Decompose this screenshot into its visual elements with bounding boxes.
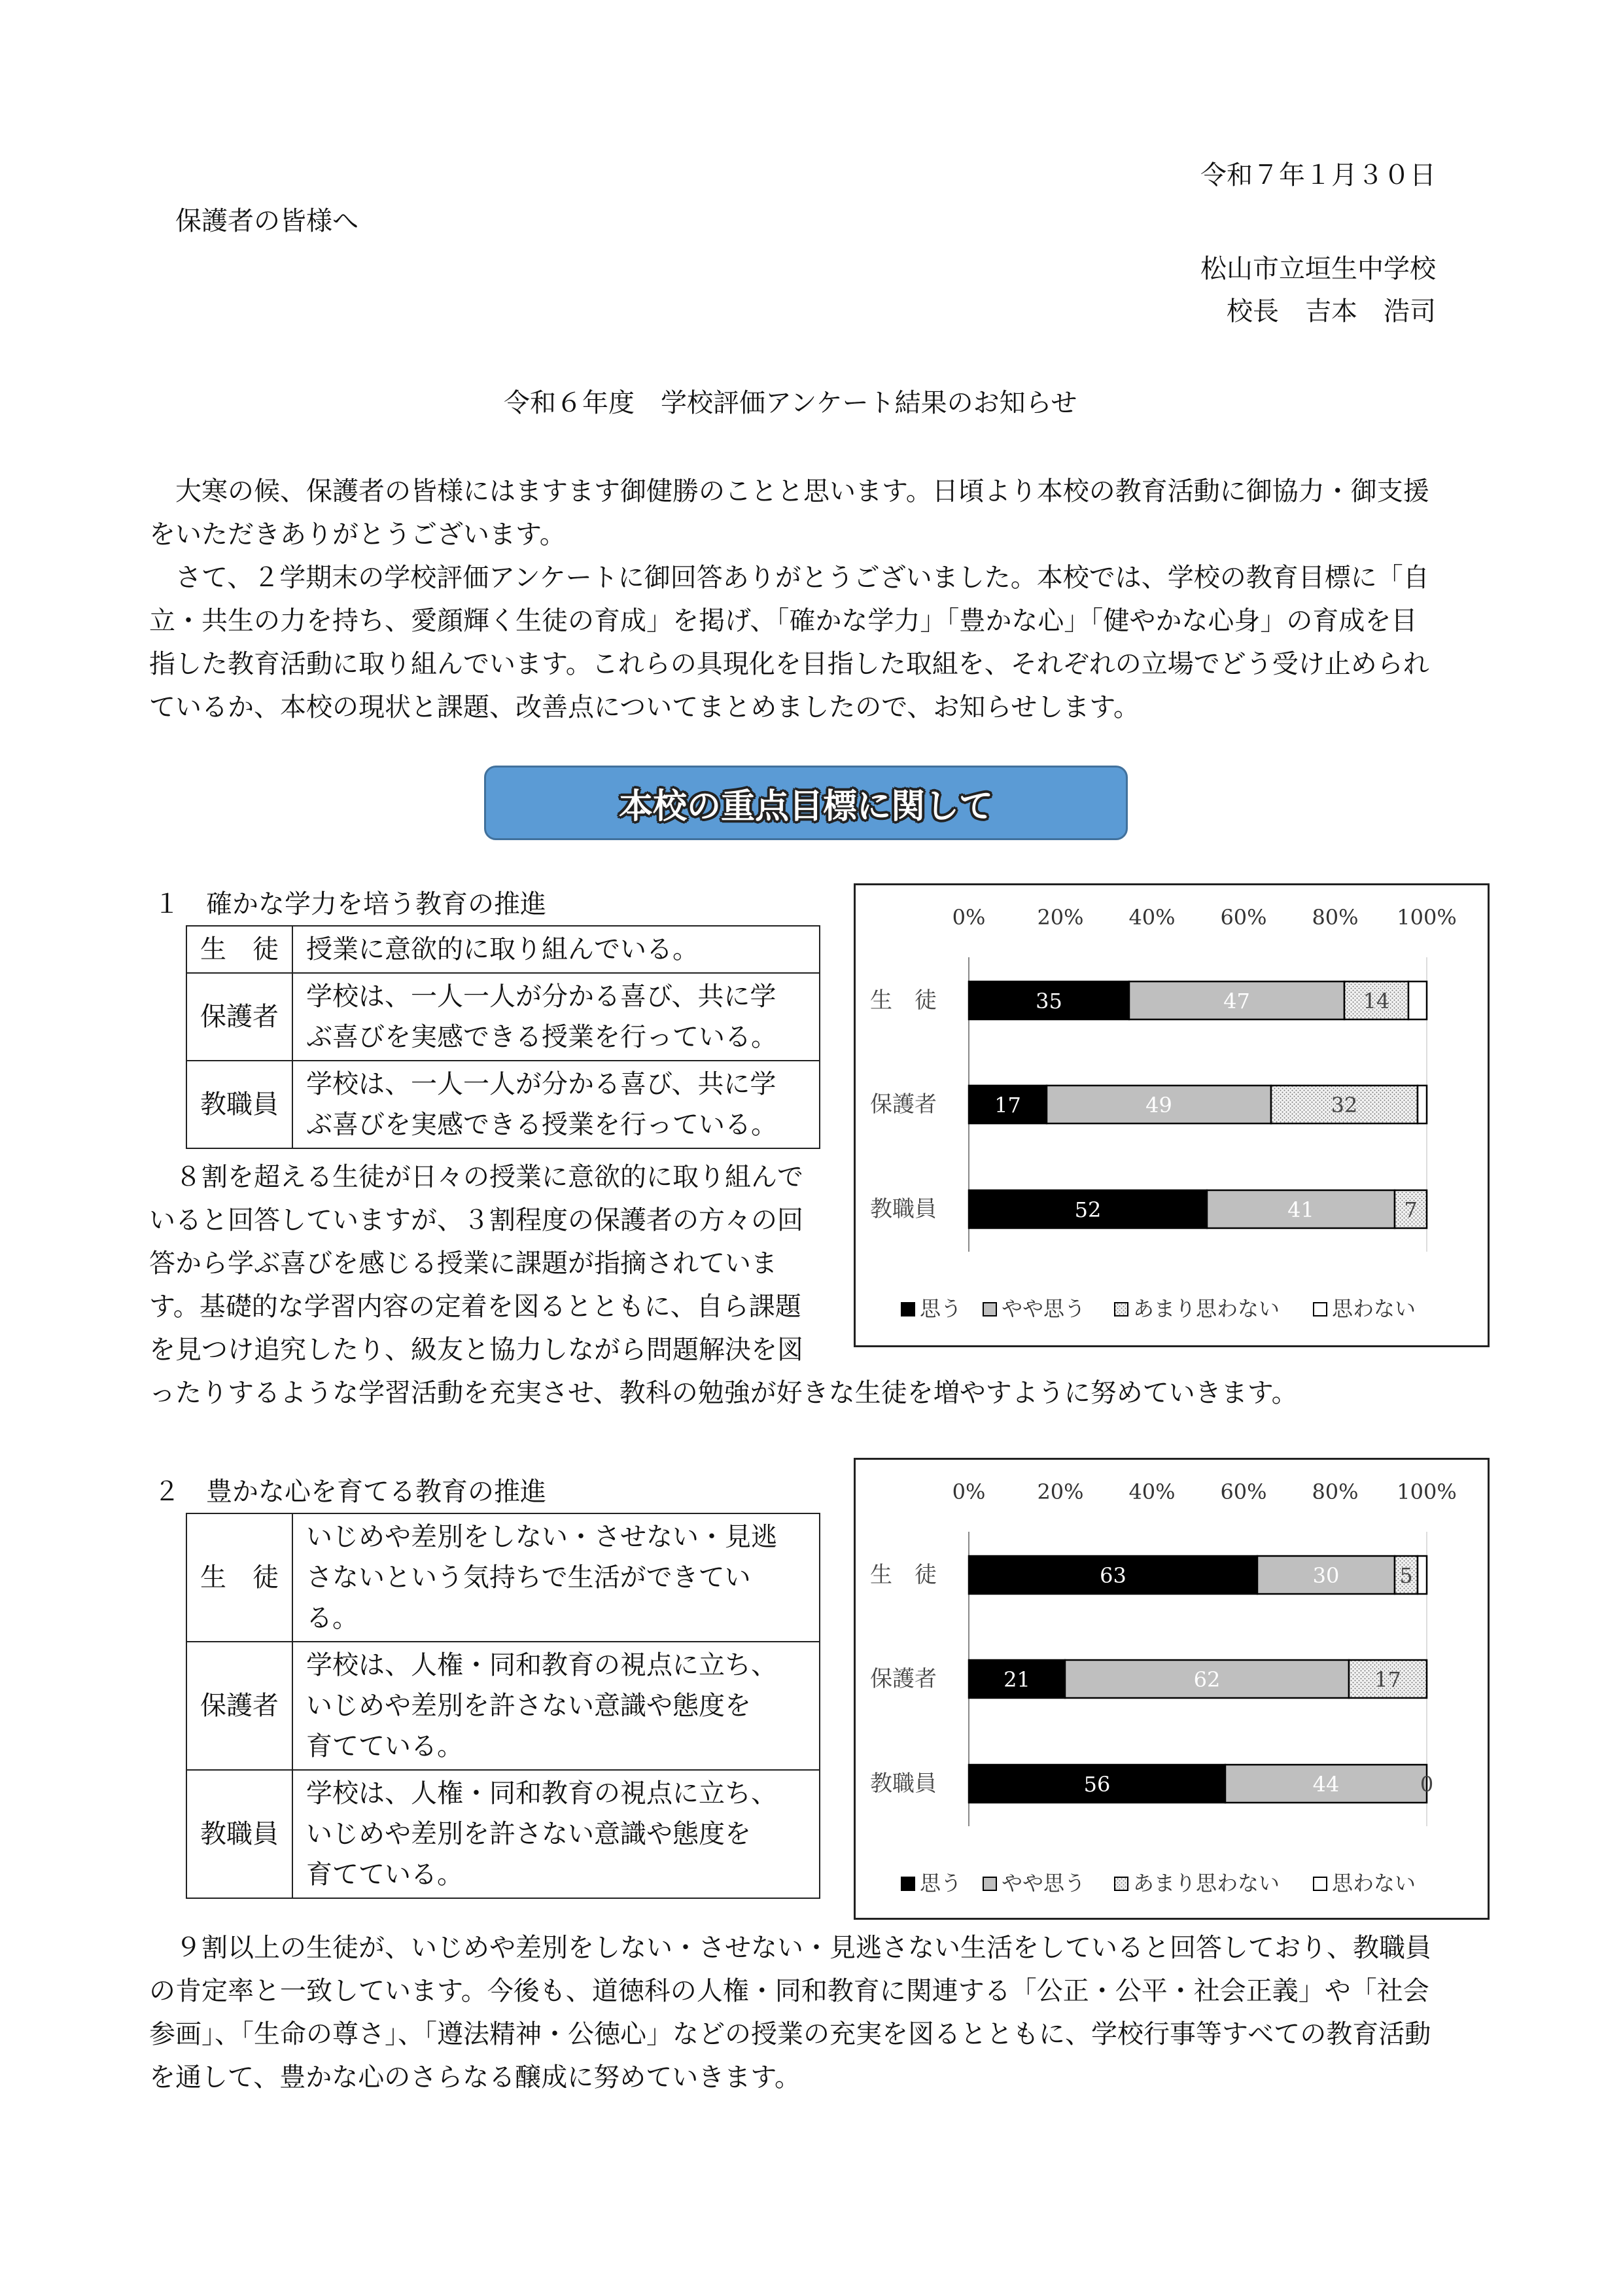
respondent-label: 生 徒 — [186, 926, 292, 973]
category-label: 生 徒 — [870, 987, 937, 1014]
intro-line: さて、２学期末の学校評価アンケートに御回答ありがとうございました。本校では、学校の教育目標に「自 — [175, 563, 1429, 593]
legend-label: 思わない — [1332, 1296, 1416, 1321]
data-label: 21 — [1003, 1667, 1030, 1692]
category-label: 生 徒 — [870, 1562, 937, 1588]
legend-label: 思わない — [1332, 1871, 1416, 1896]
legend-swatch — [1115, 1303, 1128, 1316]
bar-segment — [1418, 1556, 1427, 1594]
data-label: 62 — [1193, 1667, 1221, 1692]
x-tick-label: 40% — [1128, 905, 1176, 930]
legend-swatch — [901, 1877, 915, 1890]
data-label: 7 — [1404, 1197, 1418, 1222]
x-tick-label: 80% — [1312, 905, 1359, 930]
section-2-heading: ２ 豊かな心を育てる教育の推進 — [154, 1477, 546, 1507]
question-text: 学校は、人権・同和教育の視点に立ち、 いじめや差別を許さない意識や態度を 育てている。 — [292, 1642, 820, 1770]
intro-line: 大寒の候、保護者の皆様にはますます御健勝のことと思います。日頃より本校の教育活動に御協力・御支援 — [175, 476, 1429, 506]
data-label: 63 — [1100, 1563, 1126, 1588]
x-tick-label: 100% — [1397, 905, 1457, 930]
legend-swatch — [983, 1877, 996, 1890]
comment-line: 参画」、「生命の尊さ」、「遵法精神・公徳心」などの授業の充実を図るとともに、学校行事等すべての教育活動 — [149, 2019, 1431, 2049]
data-label: 44 — [1312, 1772, 1340, 1797]
date: 令和７年１月３０日 — [1200, 160, 1436, 190]
data-label: 5 — [1399, 1563, 1413, 1588]
principal-name: 校長 吉本 浩司 — [1227, 296, 1436, 327]
intro-line: 指した教育活動に取り組んでいます。これらの具現化を目指した取組を、それぞれの立場でどう受け止められ — [149, 649, 1429, 679]
category-label: 保護者 — [870, 1666, 937, 1692]
table-row — [186, 926, 820, 973]
x-tick-label: 20% — [1037, 905, 1084, 930]
legend-label: あまり思わない — [1133, 1296, 1280, 1321]
question-text: 授業に意欲的に取り組んでいる。 — [292, 926, 820, 973]
chart-2-svg — [856, 1460, 1488, 1918]
category-label: 教職員 — [870, 1771, 937, 1797]
data-label: 41 — [1287, 1197, 1314, 1222]
legend-swatch — [983, 1303, 996, 1316]
data-label: 49 — [1145, 1093, 1172, 1118]
intro-line: をいただきありがとうございます。 — [149, 520, 566, 550]
question-text: 学校は、一人一人が分かる喜び、共に学 ぶ喜びを実感できる授業を行っている。 — [292, 973, 820, 1061]
section-1-heading: １ 確かな学力を培う教育の推進 — [154, 889, 546, 919]
x-tick-label: 60% — [1220, 1479, 1267, 1504]
table-row — [186, 1061, 820, 1148]
legend-label: やや思う — [1002, 1871, 1086, 1896]
legend-swatch — [1314, 1303, 1327, 1316]
legend-swatch — [1115, 1877, 1128, 1890]
x-tick-label: 0% — [952, 1479, 986, 1504]
table-row — [186, 1513, 820, 1642]
intro-line: ているか、本校の現状と課題、改善点についてまとめましたので、お知らせします。 — [149, 692, 1140, 722]
section-2-comment — [149, 1926, 1471, 2099]
data-label: 32 — [1331, 1093, 1358, 1118]
respondent-label: 生 徒 — [186, 1513, 292, 1642]
data-label: 0 — [1420, 1772, 1434, 1797]
section-banner: 本校の重点目標に関して — [484, 766, 1128, 840]
comment-line: の肯定率と一致しています。今後も、道徳科の人権・同和教育に関連する「公正・公平・社会正義」や「社会 — [149, 1976, 1429, 2006]
page-title: 令和６年度 学校評価アンケート結果のお知らせ — [504, 388, 1077, 418]
comment-line: ９割以上の生徒が、いじめや差別をしない・させない・見逃さない生活をしていると回答しており、教職員 — [175, 1933, 1431, 1963]
comment-line: ったりするような学習活動を充実させ、教科の勉強が好きな生徒を増やすように努めていきます。 — [149, 1378, 1298, 1408]
data-label: 52 — [1074, 1197, 1102, 1222]
section-2-table — [186, 1513, 820, 1899]
question-text: 学校は、一人一人が分かる喜び、共に学 ぶ喜びを実感できる授業を行っている。 — [292, 1061, 820, 1148]
bar-segment — [1418, 1086, 1427, 1123]
comment-line: を通して、豊かな心のさらなる醸成に努めていきます。 — [149, 2062, 801, 2093]
comment-line: ８割を超える生徒が日々の授業に意欲的に取り組んで — [175, 1162, 803, 1192]
table-row — [186, 1642, 820, 1770]
question-text: いじめや差別をしない・させない・見逃 さないという気持ちで生活ができてい る。 — [292, 1513, 820, 1642]
data-label: 17 — [1374, 1667, 1401, 1692]
intro-paragraph — [149, 470, 1471, 729]
comment-line: を見つけ追究したり、級友と協力しながら問題解決を図 — [149, 1335, 803, 1365]
legend-swatch — [901, 1303, 915, 1316]
chart-1-svg — [856, 885, 1488, 1345]
data-label: 47 — [1223, 989, 1250, 1014]
respondent-label: 保護者 — [186, 1642, 292, 1770]
table-row — [186, 973, 820, 1061]
table-row — [186, 1770, 820, 1898]
comment-line: いると回答していますが、３割程度の保護者の方々の回 — [149, 1205, 803, 1235]
chart-2 — [854, 1458, 1490, 1920]
data-label: 14 — [1363, 989, 1390, 1014]
legend-label: 思う — [920, 1871, 962, 1896]
data-label: 17 — [994, 1093, 1021, 1118]
section-1-table — [186, 925, 820, 1149]
category-label: 教職員 — [870, 1196, 937, 1222]
respondent-label: 保護者 — [186, 973, 292, 1061]
data-label: 35 — [1036, 989, 1062, 1014]
comment-line: す。基礎的な学習内容の定着を図るとともに、自ら課題 — [149, 1292, 801, 1322]
school-name: 松山市立垣生中学校 — [1200, 254, 1436, 284]
comment-line: 答から学ぶ喜びを感じる授業に課題が指摘されていま — [149, 1248, 777, 1279]
x-tick-label: 40% — [1128, 1479, 1176, 1504]
question-text: 学校は、人権・同和教育の視点に立ち、 いじめや差別を許さない意識や態度を 育てている。 — [292, 1770, 820, 1898]
recipient: 保護者の皆様へ — [175, 206, 358, 236]
data-label: 56 — [1083, 1772, 1111, 1797]
legend-label: やや思う — [1002, 1296, 1086, 1321]
category-label: 保護者 — [870, 1091, 937, 1118]
intro-line: 立・共生の力を持ち、愛顔輝く生徒の育成」を掲げ、「確かな学力」「豊かな心」「健やかな心身」の育成を目 — [149, 606, 1418, 636]
x-tick-label: 20% — [1037, 1479, 1084, 1504]
chart-1 — [854, 883, 1490, 1347]
x-tick-label: 60% — [1220, 905, 1267, 930]
x-tick-label: 0% — [952, 905, 986, 930]
legend-swatch — [1314, 1877, 1327, 1890]
x-tick-label: 100% — [1397, 1479, 1457, 1504]
bar-segment — [1408, 981, 1427, 1019]
data-label: 30 — [1312, 1563, 1340, 1588]
legend-label: 思う — [920, 1296, 962, 1321]
respondent-label: 教職員 — [186, 1061, 292, 1148]
legend-label: あまり思わない — [1133, 1871, 1280, 1896]
x-tick-label: 80% — [1312, 1479, 1359, 1504]
respondent-label: 教職員 — [186, 1770, 292, 1898]
